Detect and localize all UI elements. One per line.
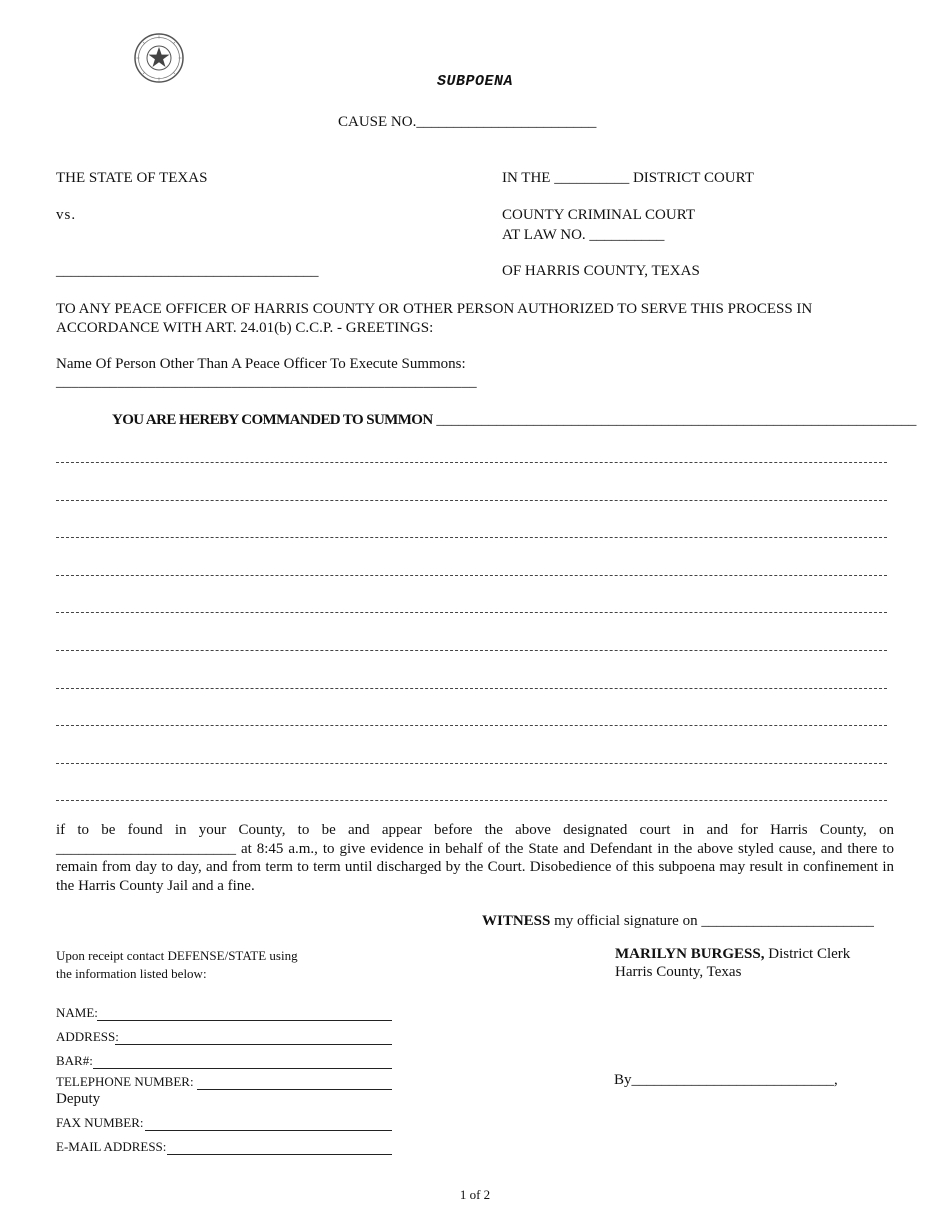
court-line[interactable]: IN THE __________ DISTRICT COURT [502, 170, 754, 186]
summon-blank-line[interactable] [56, 462, 887, 463]
document-title: SUBPOENA [436, 73, 513, 90]
command-text: YOU ARE HEREBY COMMANDED TO SUMMON [112, 412, 433, 428]
summon-blank-line[interactable] [56, 725, 887, 726]
by-deputy-signature[interactable]: By___________________________, [614, 1072, 838, 1088]
defendant-blank[interactable]: ___________________________________ [56, 263, 319, 279]
summon-blank[interactable]: ________________________________________________________________ [436, 412, 917, 428]
contact-field-row [56, 1029, 119, 1045]
clerk-location: Harris County, Texas [615, 964, 742, 980]
contact-field-input-line[interactable] [93, 1068, 392, 1069]
contact-field-row [56, 1139, 166, 1155]
contact-field-input-line[interactable] [167, 1154, 392, 1155]
summon-blank-line[interactable] [56, 763, 887, 764]
contact-field-input-line[interactable] [97, 1020, 392, 1021]
appearance-paragraph: if to be found in your County, to be and appear before the above designated court in and for Harris County, on ________________________ at 8:45 a.m., to give evidence in behalf of the State and Defendant in the above styled cause, and there to remain from day to day, and from term to term until discharged by the Court. Disobedience of this subpoena may result in confinement in the Harris County Jail and a fine. [56, 822, 894, 894]
witness-signature-date[interactable]: my official signature on _______________________ [550, 913, 874, 929]
other-person-label: Name Of Person Other Than A Peace Officer To Execute Summons: [56, 356, 466, 372]
page-number: 1 of 2 [459, 1187, 491, 1202]
contact-field-label: BAR#: [56, 1053, 93, 1068]
summon-blank-line[interactable] [56, 650, 887, 651]
contact-field-input-line[interactable] [197, 1089, 392, 1090]
plaintiff: THE STATE OF TEXAS [56, 170, 208, 186]
contact-field-label: E-MAIL ADDRESS: [56, 1139, 167, 1154]
cause-number[interactable]: CAUSE NO.________________________ [338, 114, 597, 130]
harris-county: OF HARRIS COUNTY, TEXAS [502, 263, 700, 279]
contact-intro-line1: Upon receipt contact DEFENSE/STATE using [56, 948, 298, 963]
witness-label: WITNESS [482, 913, 551, 929]
command-row [112, 412, 916, 429]
contact-field-input-line[interactable] [115, 1044, 392, 1045]
at-law-number[interactable]: AT LAW NO. __________ [502, 227, 665, 243]
contact-field-label: FAX NUMBER: [56, 1115, 144, 1130]
clerk-name: MARILYN BURGESS, [615, 946, 765, 962]
contact-field-row [56, 1074, 194, 1090]
contact-field-label: ADDRESS: [56, 1029, 119, 1044]
summon-blank-line[interactable] [56, 800, 887, 801]
contact-field-input-line[interactable] [145, 1130, 392, 1131]
contact-field-label: TELEPHONE NUMBER: [56, 1074, 194, 1089]
clerk-name-line [615, 946, 850, 963]
contact-field-row [56, 1005, 98, 1021]
summon-blank-line[interactable] [56, 537, 887, 538]
summon-blank-line[interactable] [56, 500, 887, 501]
contact-intro-line2: the information listed below: [56, 966, 207, 981]
contact-field-row [56, 1053, 93, 1069]
county-criminal-court: COUNTY CRIMINAL COURT [502, 207, 695, 223]
summon-blank-line[interactable] [56, 612, 887, 613]
other-person-blank[interactable]: _______________________________________________________ [56, 374, 477, 390]
summon-blank-line[interactable] [56, 575, 887, 576]
witness-line [482, 913, 874, 930]
clerk-role: District Clerk [764, 946, 851, 962]
deputy-label: Deputy [56, 1091, 101, 1107]
greeting-paragraph: TO ANY PEACE OFFICER OF HARRIS COUNTY OR OTHER PERSON AUTHORIZED TO SERVE THIS PROCESS IN ACCORDANCE WITH ART. 24.01(b) C.C.P. - GREETINGS: [56, 301, 813, 336]
versus: vs. [56, 207, 77, 223]
contact-field-row [56, 1115, 144, 1131]
summon-blank-line[interactable] [56, 688, 887, 689]
contact-field-label: NAME: [56, 1005, 98, 1020]
